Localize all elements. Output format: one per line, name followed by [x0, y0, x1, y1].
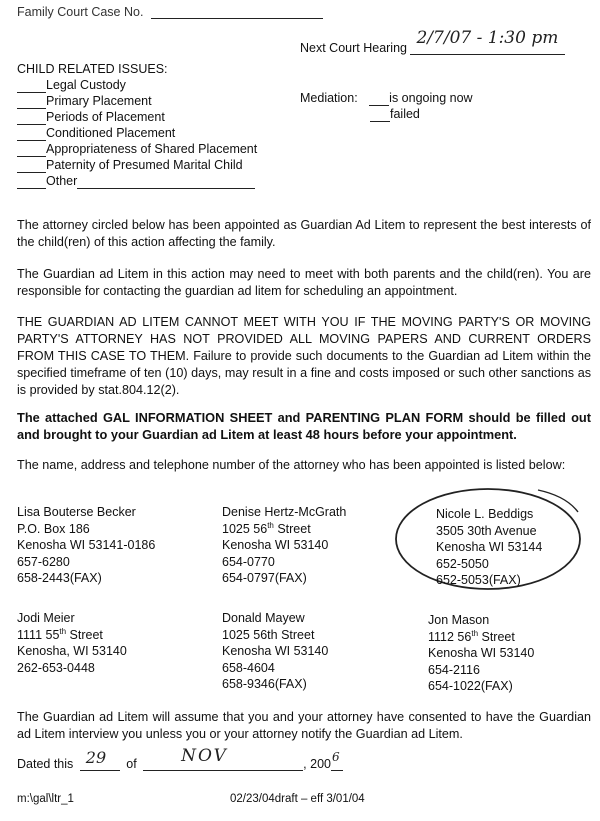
paragraph-consent: The Guardian ad Litem will assume that you and your attorney have consented to have the Guardian ad Litem interview you unless you or your attorney notify the Guardian ad Litem. — [17, 710, 591, 741]
child-issues-title: CHILD RELATED ISSUES: — [17, 62, 168, 76]
dated-month-field[interactable] — [143, 746, 303, 771]
attorney-hertz-mcgrath — [222, 504, 346, 587]
attorney-city: Kenosha WI 53140 — [428, 646, 535, 660]
attorney-name: Lisa Bouterse Becker — [17, 505, 136, 519]
attorney-fax: 654-0797(FAX) — [222, 571, 307, 585]
attorney-name: Nicole L. Beddigs — [436, 507, 534, 521]
issue-legal-custody[interactable]: Legal Custody — [17, 77, 257, 93]
attorney-meier — [17, 610, 127, 676]
issue-paternity[interactable]: Paternity of Presumed Marital Child — [17, 157, 257, 173]
paragraph-gal-sheet: The attached GAL INFORMATION SHEET and PARENTING PLAN FORM should be filled out and brought to your Guardian ad Litem at least 48 hours before your appointment. — [17, 410, 591, 442]
issue-shared-placement[interactable]: Appropriateness of Shared Placement — [17, 141, 257, 157]
attorney-phone: 657-6280 — [17, 554, 70, 569]
dated-year-digit: 6 — [331, 750, 340, 764]
attorney-name: Jon Mason — [428, 613, 490, 627]
attorney-phone: 658-4604 — [222, 660, 275, 675]
case-number-row — [17, 5, 323, 19]
dated-label: Dated this — [17, 757, 74, 771]
mediation-failed-blank[interactable] — [370, 110, 390, 122]
issue-conditioned-placement[interactable]: Conditioned Placement — [17, 125, 257, 141]
attorney-address: 1112 56th Street — [428, 628, 515, 644]
attorney-address: 1111 55th Street — [17, 626, 103, 642]
attorney-address: P.O. Box 186 — [17, 521, 90, 536]
attorney-mason — [428, 612, 534, 695]
issue-primary-placement[interactable]: Primary Placement — [17, 93, 257, 109]
attorney-city: Kenosha WI 53141-0186 — [17, 538, 156, 552]
issue-other[interactable]: Other — [17, 173, 257, 189]
hearing-handwritten: 2/7/07 - 1:30 pm — [416, 28, 559, 48]
footer-draft: 02/23/04draft – eff 3/01/04 — [230, 793, 365, 805]
paragraph-warning: THE GUARDIAN AD LITEM CANNOT MEET WITH YOU IF THE MOVING PARTY'S OR MOVING PARTY'S ATTORNEY HAS NOT PROVIDED ALL MOVING PAPERS AND CURRENT ORDERS FROM THIS CASE TO THEM. Failure to provide such documents to the Guardian ad Litem within the specified timeframe of ten (10) days, may result in a fine and costs imposed or such other sanctions as is provided by stat.804.12(2). — [17, 315, 591, 397]
paragraph-appointment: The attorney circled below has been appointed as Guardian Ad Litem to represent the best interests of the child(ren) of this action affecting the family. — [17, 218, 591, 249]
attorney-mayew — [222, 610, 328, 693]
attorney-fax: 658-2443(FAX) — [17, 571, 102, 585]
dated-row — [17, 746, 343, 771]
dated-day: 29 — [85, 748, 107, 767]
attorney-address: 1025 56th Street — [222, 627, 315, 642]
case-number-label: Family Court Case No. — [17, 5, 144, 19]
attorney-phone: 652-5050 — [436, 556, 489, 571]
attorney-city: Kenosha WI 53140 — [222, 644, 329, 658]
paragraph-attorney-listed: The name, address and telephone number of the attorney who has been appointed is listed below: — [17, 458, 566, 472]
attorney-fax: 654-1022(FAX) — [428, 679, 513, 693]
dated-month: NOV — [181, 746, 228, 766]
attorney-name: Donald Mayew — [222, 611, 305, 625]
attorney-address: 3505 30th Avenue — [436, 523, 537, 538]
attorney-name: Denise Hertz-McGrath — [222, 505, 347, 519]
attorney-city: Kenosha WI 53140 — [222, 538, 329, 552]
dated-day-field[interactable] — [80, 748, 120, 771]
attorney-phone: 654-0770 — [222, 554, 275, 569]
mediation-ongoing-label: is ongoing now — [389, 91, 473, 105]
case-number-field[interactable] — [151, 6, 323, 19]
attorney-address: 1025 56th Street — [222, 520, 311, 536]
paragraph-meeting: The Guardian ad Litem in this action may need to meet with both parents and the child(ren). You are responsible for contacting the guardian ad litem for scheduling an appointment. — [17, 267, 591, 298]
footer-path: m:\gal\ltr_1 — [17, 793, 74, 805]
mediation-failed-label: failed — [390, 107, 420, 121]
attorney-becker — [17, 504, 155, 587]
attorney-fax: 652-5053(FAX) — [436, 573, 521, 587]
issue-periods-of-placement[interactable]: Periods of Placement — [17, 109, 257, 125]
attorney-phone: 654-2116 — [428, 662, 480, 677]
attorney-city: Kenosha WI 53144 — [436, 540, 543, 554]
dated-year-prefix: , 200 — [303, 757, 331, 771]
attorney-name: Jodi Meier — [17, 611, 75, 625]
other-field[interactable] — [77, 176, 255, 189]
hearing-field[interactable] — [410, 28, 565, 55]
attorney-city: Kenosha, WI 53140 — [17, 644, 127, 658]
dated-of-label: of — [126, 757, 137, 771]
mediation — [300, 90, 473, 122]
dated-year-field[interactable] — [331, 750, 343, 771]
attorney-beddigs — [436, 506, 542, 589]
attorney-fax: 658-9346(FAX) — [222, 677, 307, 691]
hearing-label: Next Court Hearing — [300, 41, 407, 55]
mediation-ongoing-blank[interactable] — [369, 94, 389, 106]
child-issues — [17, 61, 257, 189]
mediation-label: Mediation: — [300, 91, 358, 105]
hearing-row — [300, 28, 565, 55]
attorney-phone: 262-653-0448 — [17, 660, 95, 675]
